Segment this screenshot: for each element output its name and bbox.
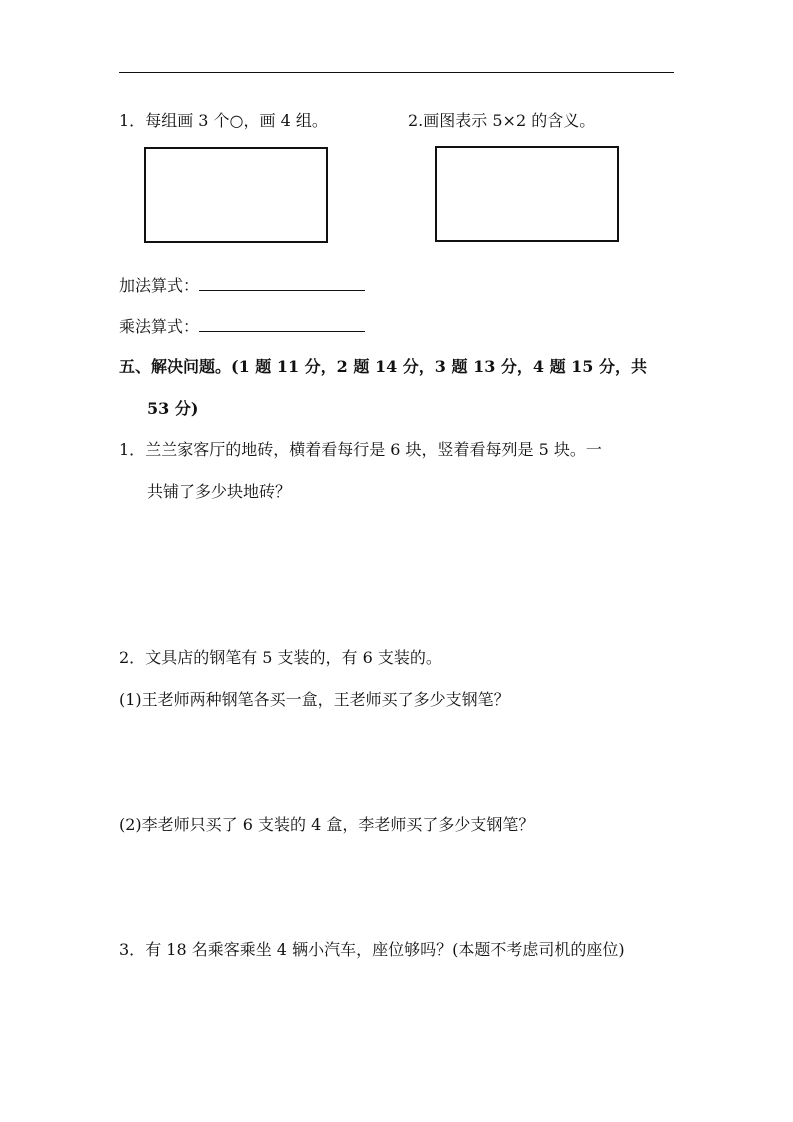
s5-q2-text: 文具店的钢笔有 5 支装的，有 6 支装的。 bbox=[145, 648, 442, 667]
s5-q1-text-line2: 共铺了多少块地砖？ bbox=[147, 482, 292, 501]
s5-q1-line1 bbox=[119, 440, 602, 460]
s5-q2-sub2: (2)李老师只买了 6 支装的 4 盒，李老师买了多少支钢笔？ bbox=[119, 815, 535, 834]
s5-q2 bbox=[119, 648, 442, 668]
s5-q3-number: 3． bbox=[119, 940, 146, 959]
multiplication-row bbox=[119, 316, 365, 337]
multiplication-label: 乘法算式： bbox=[119, 317, 200, 336]
addition-label: 加法算式： bbox=[119, 276, 200, 295]
multiplication-answer-blank[interactable] bbox=[199, 316, 365, 332]
section5-heading-line1: 五、解决问题。(1 题 11 分，2 题 14 分，3 题 13 分，4 题 15 分，共 bbox=[119, 357, 648, 376]
s5-q1-text-line1: 兰兰家客厅的地砖，横着看每行是 6 块，竖着看每列是 5 块。一 bbox=[145, 440, 602, 459]
addition-answer-blank[interactable] bbox=[199, 275, 365, 291]
s4-q1 bbox=[119, 111, 328, 131]
drawing-box-2[interactable] bbox=[435, 146, 619, 242]
s5-q1-number: 1． bbox=[119, 440, 146, 459]
top-rule bbox=[119, 72, 674, 73]
s5-q2-number: 2． bbox=[119, 648, 146, 667]
s5-q3-text: 有 18 名乘客乘坐 4 辆小汽车，座位够吗？(本题不考虑司机的座位) bbox=[145, 940, 625, 959]
addition-row bbox=[119, 275, 365, 296]
drawing-box-1[interactable] bbox=[144, 147, 328, 243]
s5-q2-sub1: (1)王老师两种钢笔各买一盒，王老师买了多少支钢笔？ bbox=[119, 690, 510, 709]
s4-q2-text: 2.画图表示 5×2 的含义。 bbox=[408, 111, 596, 130]
section5-heading-line2: 53 分) bbox=[147, 399, 199, 418]
s5-q3 bbox=[119, 940, 625, 960]
s4-q1-number: 1． bbox=[119, 111, 146, 130]
s4-q1-text: 每组画 3 个○，画 4 组。 bbox=[145, 111, 328, 130]
